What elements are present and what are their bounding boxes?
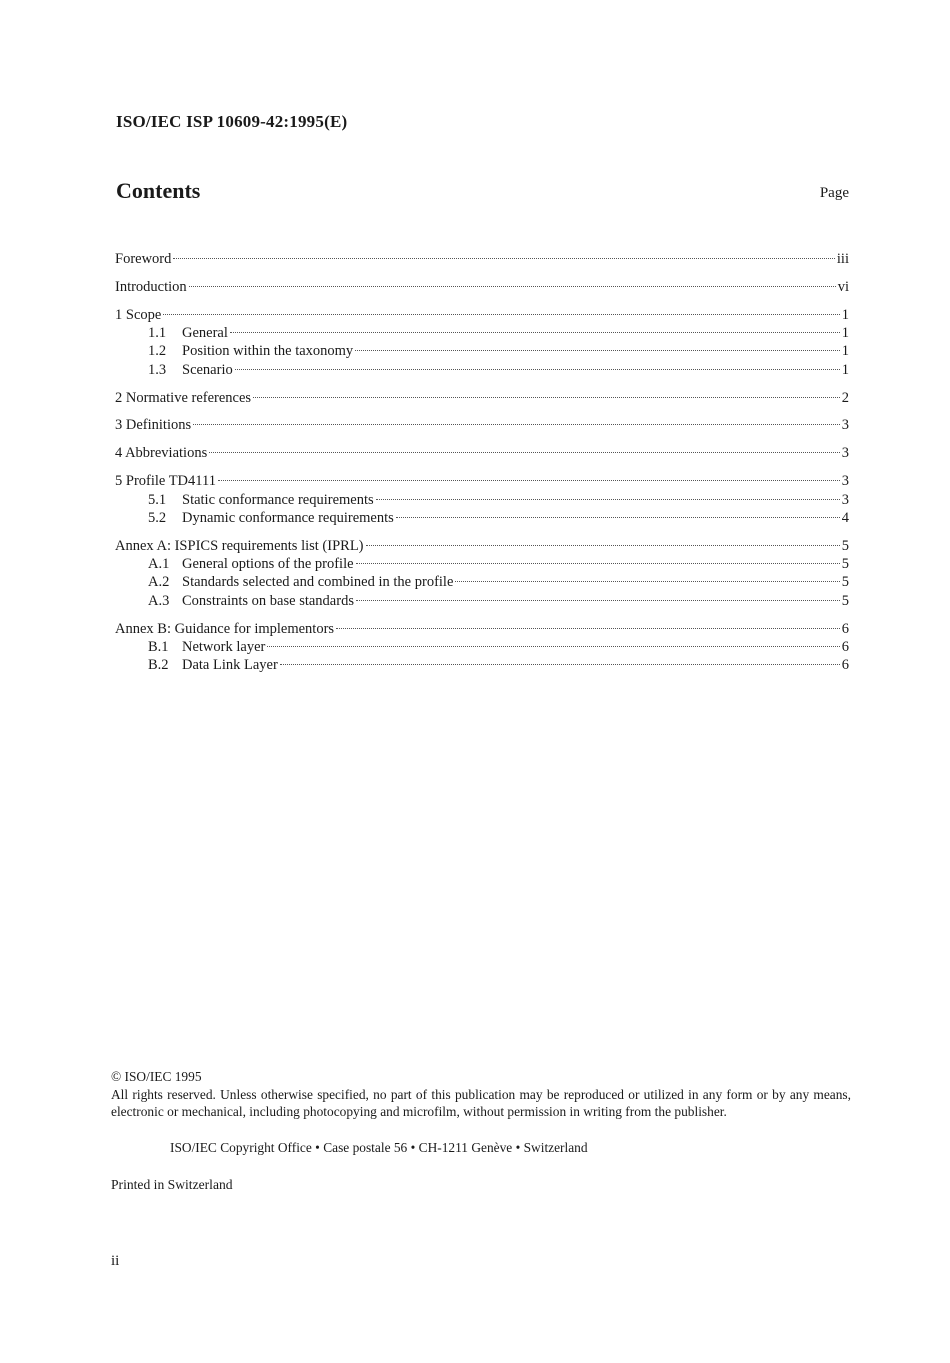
- toc-entry-label: 3 Definitions: [115, 417, 192, 434]
- toc-entry[interactable]: [115, 250, 849, 268]
- dot-leader: [396, 517, 840, 518]
- toc-entry-page: 6: [841, 657, 849, 674]
- toc-entry-label: Standards selected and combined in the profile: [182, 574, 454, 591]
- toc-entry-label: Annex B: Guidance for implementors: [115, 620, 335, 637]
- toc-entry-number: B.2: [148, 657, 169, 674]
- toc-group: [115, 472, 849, 527]
- toc-entry-page: vi: [837, 278, 849, 295]
- toc-entry[interactable]: [115, 306, 849, 324]
- rights-statement: All rights reserved. Unless otherwise specified, no part of this publication may be reproduced or utilized in any form or by any means, electronic or mechanical, including photocopying and microfilm, without permission in writing from the publisher.: [111, 1086, 851, 1119]
- dot-leader: [376, 499, 840, 500]
- document-id-header: ISO/IEC ISP 10609-42:1995(E): [116, 112, 348, 131]
- toc-entry-page: 6: [841, 620, 849, 637]
- copyright-notice: © ISO/IEC 1995: [111, 1069, 202, 1084]
- toc-entry-label: Foreword: [115, 251, 172, 267]
- toc-entry-page: 5: [841, 537, 849, 554]
- dot-leader: [267, 646, 839, 647]
- dot-leader: [235, 369, 840, 370]
- toc-entry[interactable]: [115, 573, 849, 591]
- toc-entry-page: 1: [841, 306, 849, 323]
- toc-entry[interactable]: [115, 491, 849, 509]
- toc-entry-page: 4: [841, 509, 849, 526]
- toc-entry-page: 3: [841, 473, 849, 490]
- toc-entry-label: Static conformance requirements: [182, 491, 374, 508]
- toc-entry-label: Constraints on base standards: [182, 592, 354, 609]
- toc-entry-page: 1: [841, 343, 849, 360]
- toc-entry[interactable]: [115, 361, 849, 379]
- page-number: ii: [111, 1253, 120, 1269]
- toc-entry[interactable]: [115, 342, 849, 360]
- toc-entry[interactable]: [115, 324, 849, 342]
- toc-entry-label: 2 Normative references: [115, 389, 252, 406]
- toc-entry-number: 1.3: [148, 361, 167, 378]
- toc-entry-number: 1.2: [148, 343, 167, 360]
- toc-entry-label: Data Link Layer: [182, 657, 278, 674]
- toc-entry-page: 6: [841, 638, 849, 655]
- toc-entry[interactable]: [115, 389, 849, 407]
- table-of-contents: [115, 250, 849, 684]
- copyright-office-address: ISO/IEC Copyright Office • Case postale 56 • CH-1211 Genève • Switzerland: [170, 1140, 588, 1155]
- toc-entry-number: A.1: [148, 556, 170, 573]
- toc-entry-label: Introduction: [115, 278, 187, 295]
- dot-leader: [230, 332, 840, 333]
- toc-entry[interactable]: [115, 444, 849, 462]
- toc-entry[interactable]: [115, 592, 849, 610]
- dot-leader: [366, 545, 840, 546]
- toc-entry-page: 5: [841, 592, 849, 609]
- toc-entry-page: 1: [841, 325, 849, 342]
- toc-entry-label: 5 Profile TD4111: [115, 473, 216, 490]
- toc-entry-label: 4 Abbreviations: [115, 445, 208, 462]
- toc-entry[interactable]: [115, 555, 849, 573]
- dot-leader: [455, 581, 839, 582]
- dot-leader: [253, 397, 840, 398]
- toc-group: [115, 444, 849, 462]
- dot-leader: [193, 424, 840, 425]
- toc-entry-label: Dynamic conformance requirements: [182, 509, 394, 526]
- toc-group: [115, 620, 849, 675]
- toc-entry-label: 1 Scope: [115, 306, 162, 323]
- dot-leader: [218, 480, 840, 481]
- toc-entry-label: General options of the profile: [182, 556, 354, 573]
- toc-entry-page: 1: [841, 361, 849, 378]
- dot-leader: [355, 350, 840, 351]
- copyright-block: [111, 1068, 851, 1121]
- dot-leader: [356, 563, 840, 564]
- toc-entry-label: Network layer: [182, 638, 266, 655]
- toc-entry[interactable]: [115, 472, 849, 490]
- toc-entry[interactable]: [115, 620, 849, 638]
- toc-group: [115, 416, 849, 434]
- toc-entry[interactable]: [115, 278, 849, 296]
- toc-entry-number: 1.1: [148, 325, 167, 342]
- toc-group: [115, 278, 849, 296]
- toc-entry-page: 3: [841, 417, 849, 434]
- toc-entry-label: Position within the taxonomy: [182, 343, 354, 360]
- toc-entry[interactable]: [115, 509, 849, 527]
- toc-entry-number: A.2: [148, 574, 170, 591]
- printed-in-note: Printed in Switzerland: [111, 1177, 233, 1192]
- dot-leader: [173, 258, 835, 259]
- page-column-label: Page: [819, 185, 849, 201]
- dot-leader: [189, 286, 836, 287]
- toc-entry-label: Scenario: [182, 361, 233, 378]
- dot-leader: [163, 314, 839, 315]
- toc-group: [115, 537, 849, 610]
- dot-leader: [280, 664, 840, 665]
- toc-entry-page: 3: [841, 445, 849, 462]
- toc-group: [115, 306, 849, 379]
- toc-entry-page: 3: [841, 491, 849, 508]
- toc-entry[interactable]: [115, 416, 849, 434]
- dot-leader: [209, 452, 840, 453]
- toc-entry-label: General: [182, 325, 228, 342]
- toc-group: [115, 250, 849, 268]
- contents-title: Contents: [116, 178, 201, 203]
- toc-entry[interactable]: [115, 638, 849, 656]
- dot-leader: [356, 600, 840, 601]
- toc-entry-number: 5.2: [148, 509, 167, 526]
- toc-entry-page: 5: [841, 556, 849, 573]
- toc-entry-page: iii: [836, 251, 849, 267]
- toc-entry-label: Annex A: ISPICS requirements list (IPRL): [115, 537, 364, 554]
- toc-entry-page: 2: [841, 389, 849, 406]
- toc-entry-number: B.1: [148, 638, 169, 655]
- toc-group: [115, 389, 849, 407]
- dot-leader: [336, 628, 840, 629]
- toc-entry[interactable]: [115, 537, 849, 555]
- toc-entry-number: 5.1: [148, 491, 167, 508]
- toc-entry[interactable]: [115, 656, 849, 674]
- toc-entry-page: 5: [841, 574, 849, 591]
- toc-entry-number: A.3: [148, 592, 170, 609]
